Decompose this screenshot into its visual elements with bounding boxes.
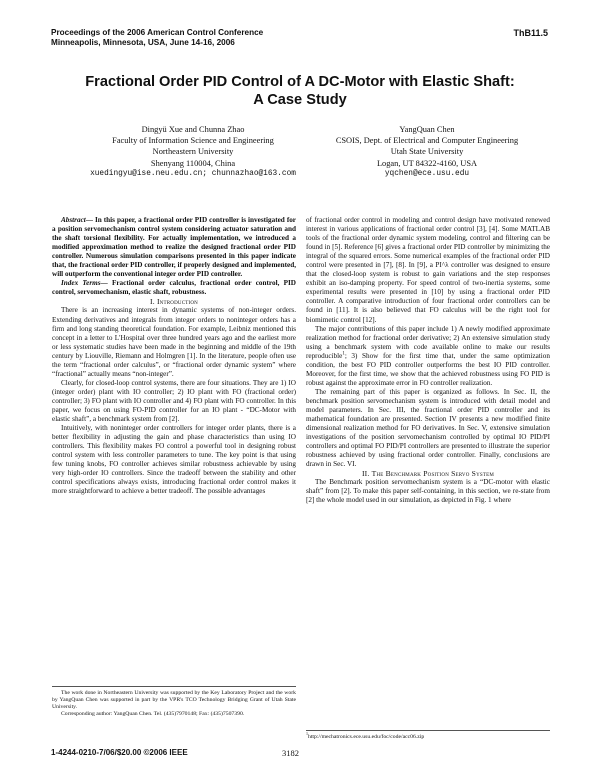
intro-paragraph-3: Intuitively, with noninteger order controllers for integer order plants, there is a better flexibility in adjusting the gain and phase characteristics than using IO controllers. This flexibility makes FO control a powerful tool in designing robust control system with less controller parameters to tune. The key point is that using few tuning knobs, FO controller achieves similar robustness achievable by using very high-order IO controllers. Since the tradeoff between the stability and other control specifications always exists, introducing fractional order control makes it more straightforward to achieve a better tradeoff. The possible advantages <box>52 424 296 496</box>
section-number: I. <box>150 297 155 307</box>
title-line-1: Fractional Order PID Control of A DC-Motor with Elastic Shaft: <box>85 74 515 90</box>
author-address: Shenyang 110004, China <box>150 158 236 168</box>
section-title: The Benchmark Position Servo System <box>371 469 495 479</box>
index-terms-label: Index Terms <box>61 279 101 288</box>
page-number: 3182 <box>282 748 299 758</box>
footnote-url-text: http://mechatronics.ece.usu.edu/foc/code/acc06.zip <box>307 734 425 740</box>
footnote-url <box>306 730 550 741</box>
author-email: yqchen@ece.usu.edu <box>384 169 470 178</box>
title-line-2: A Case Study <box>253 92 347 108</box>
section-heading-introduction <box>52 297 296 306</box>
proceedings-header <box>51 28 263 48</box>
abstract-text: — In this paper, a fractional order PID controller is investigated for a position servomechanism control system considering actuator saturation and the shaft torsional flexibility. For actually implementation, we introduced a modified approximation method to realize the designed fractional order PID controller. Numerous simulation comparisons presented in this paper indicate that, the fractional order PID controller, if properly designed and implemented, will outperform the conventional integer order PID controller. <box>52 216 296 279</box>
section-heading-benchmark <box>306 469 550 478</box>
footnote-marker: 1 <box>342 351 345 357</box>
author-affiliation: CSOIS, Dept. of Electrical and Computer Engineering <box>335 136 519 146</box>
isbn-copyright: 1-4244-0210-7/06/$20.00 ©2006 IEEE <box>51 748 188 757</box>
section-title: Introduction <box>156 297 198 307</box>
author-university: Northeastern University <box>152 147 234 157</box>
abstract-label: Abstract <box>61 216 86 224</box>
organization-paragraph: The remaining part of this paper is organized as follows. In Sec. II, the benchmark position servomechanism system is introduced with detail model and model parameters. In Sec. III, the fractional order PID controller and its mathematical foundation are presented. Section IV presents a new modified finite dimensional realization method for FO derivatives. In Sec. V, extensive simulation investigations of the position servomechanism controlled by optimal IO PID/PI controllers and optimal FO PID/PI controllers are presented to illustrate the superior robustness achieved by using fractional order controller. Finally, conclusions are drawn in Sec. VI. <box>306 387 550 469</box>
abstract <box>52 216 296 279</box>
contributions-text-b: ; 3) Show for the first time that, under the same optimization condition, the best FO PID controller outperforms the best IO PID controller. Moreover, for the first time, we show that the achieved robustness using FO PID is robust against the approximate error in FO controller realization. <box>306 351 550 387</box>
intro-paragraph-2: Clearly, for closed-loop control systems, there are four situations. They are 1) IO (integer order) plant with IO controller; 2) IO plant with FO (fractional order) controller; 3) FO plant with IO controller and 4) FO plant with FO controller. In this paper, we focus on using FO-PID controller for an IO plant - “DC-Motor with elastic shaft”, a benchmark system from [2]. <box>52 378 296 424</box>
index-terms-text: — Fractional order calculus, fractional order control, PID control, servomechanism, elastic shaft, robustness. <box>52 279 296 297</box>
contributions-paragraph <box>306 325 550 388</box>
intro-paragraph-1: There is an increasing interest in dynamic systems of non-integer orders. Extending derivatives and integrals from integer orders to noninteger orders has a firm and long standing theoretical foundation. For example, Leibniz mentioned this concept in a letter to L'Hospital over three hundred years ago and the earliest more or less systematic studies have been made in the beginning and middle of the 19th century by Liouville, Riemann and Holmgren [1]. In the literature, people often use the term “fractional order calculus”, or “fractional order dynamic system” where “fractional” actually means “non-integer”. <box>52 306 296 378</box>
footnote-url-number: 1 <box>306 731 308 737</box>
left-column <box>52 216 296 496</box>
index-terms <box>52 279 296 297</box>
author-university: Utah State University <box>390 147 464 157</box>
section-number: II. <box>361 469 370 479</box>
benchmark-paragraph: The Benchmark position servomechanism system is a “DC-motor with elastic shaft” from [2]. To make this paper self-containing, in this section, we re-state from [2] the whole model used in our simulation, as depicted in Fig. 1 where <box>306 478 550 505</box>
proceedings-line-2: Minneapolis, Minnesota, USA, June 14-16, 2006 <box>51 38 235 47</box>
proceedings-line-1: Proceedings of the 2006 American Control Conference <box>51 28 264 37</box>
author-block-left <box>48 124 338 180</box>
contributions-text-a: The major contributions of this paper include 1) A newly modified approximate realization method for fractional order derivative; 2) An extensive simulation study using a benchmark system with code available online to make our results reproducible <box>306 324 550 360</box>
author-block-right <box>302 124 552 180</box>
paper-title <box>40 73 560 109</box>
footnote-funding: The work done in Northeastern University was supported by the Key Laboratory Project and the work by YangQuan Chen was supported in part by the VPR's TCO Technology Bridging Grant of Utah State University. <box>52 690 296 710</box>
footnote-corresponding: Corresponding author: YangQuan Chen. Tel. (435)7970148; Fax: (435)7507390. <box>61 710 245 717</box>
session-code: ThB11.5 <box>513 28 548 38</box>
footnotes <box>52 686 296 718</box>
author-address: Logan, UT 84322-4160, USA <box>376 158 478 168</box>
author-names: YangQuan Chen <box>399 125 455 134</box>
body-paragraph-1: of fractional order control in modeling and control design have motivated renewed interest in various applications of fractional order control [3], [4]. Some MATLAB tools of the fractional order dynamic system modeling, control and filtering can be found in [5]. Reference [6] gives a fractional order PID controller by minimizing the integral of the squared errors. Some numerical examples of the fractional order PID control were presented in [7], [8]. In [9], a PI^λ controller was designed to ensure that the closed-loop system is robust to gain variations and the step responses exhibit an iso-damping property. For speed control of two-inertia systems, some experimental results were presented in [10] by using a fractional order PID controller. A comparative introduction of four fractional order controllers can be found in [11]. It is also believed that FO calculus will be the right tool for biomimetic control [12]. <box>306 216 550 324</box>
right-column <box>306 216 550 506</box>
author-names: Dingyü Xue and Chunna Zhao <box>141 125 245 134</box>
author-affiliation: Faculty of Information Science and Engineering <box>112 136 274 146</box>
author-emails: xuedingyu@ise.neu.edu.cn; chunnazhao@163.com <box>90 169 296 178</box>
